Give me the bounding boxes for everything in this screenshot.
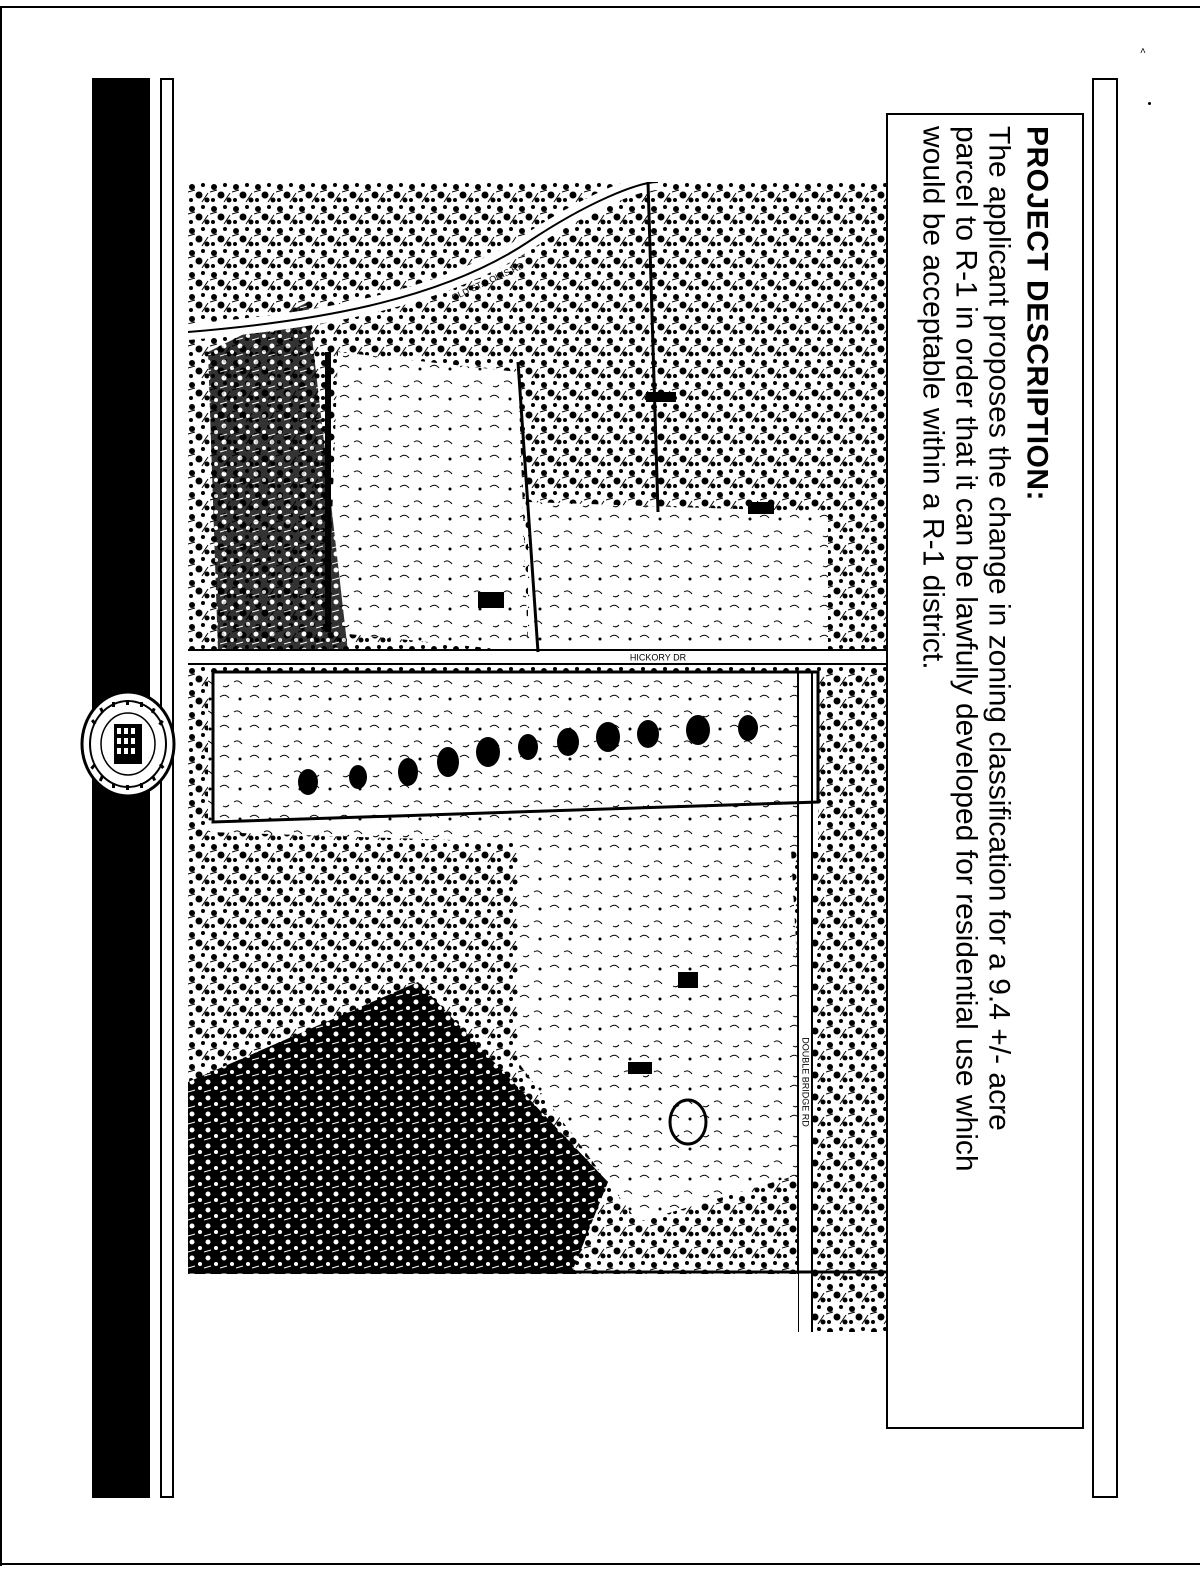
project-description-heading: PROJECT DESCRIPTION: — [1020, 126, 1054, 502]
slide-right-rail — [1092, 78, 1118, 1498]
scan-speck: ˄ — [1140, 46, 1146, 57]
page-border-top — [0, 6, 1200, 8]
road-label-hickory-dr: HICKORY DR — [629, 652, 687, 663]
project-description-line-1: The applicant proposes the change in zoning classification for a 9.4 +/- acre — [982, 126, 1016, 1131]
project-description-line-3: would be acceptable within a R-1 district. — [916, 126, 950, 670]
road-label-old-st-louis-rd: OLD ST. LOUIS RD — [449, 260, 526, 303]
county-seal-logo — [80, 690, 176, 798]
project-description-text — [917, 126, 1054, 1416]
page-border-bottom — [0, 1563, 1200, 1565]
road-label-double-bridge-rd: DOUBLE BRIDGE RD — [800, 1037, 811, 1127]
project-description-line-2: parcel to R-1 in order that it can be lawfully developed for residential use which — [949, 126, 983, 1172]
scan-dot — [1148, 102, 1151, 105]
page-border-left — [0, 6, 2, 1566]
aerial-parcel-photo — [188, 182, 890, 1332]
project-description-box — [886, 113, 1084, 1429]
